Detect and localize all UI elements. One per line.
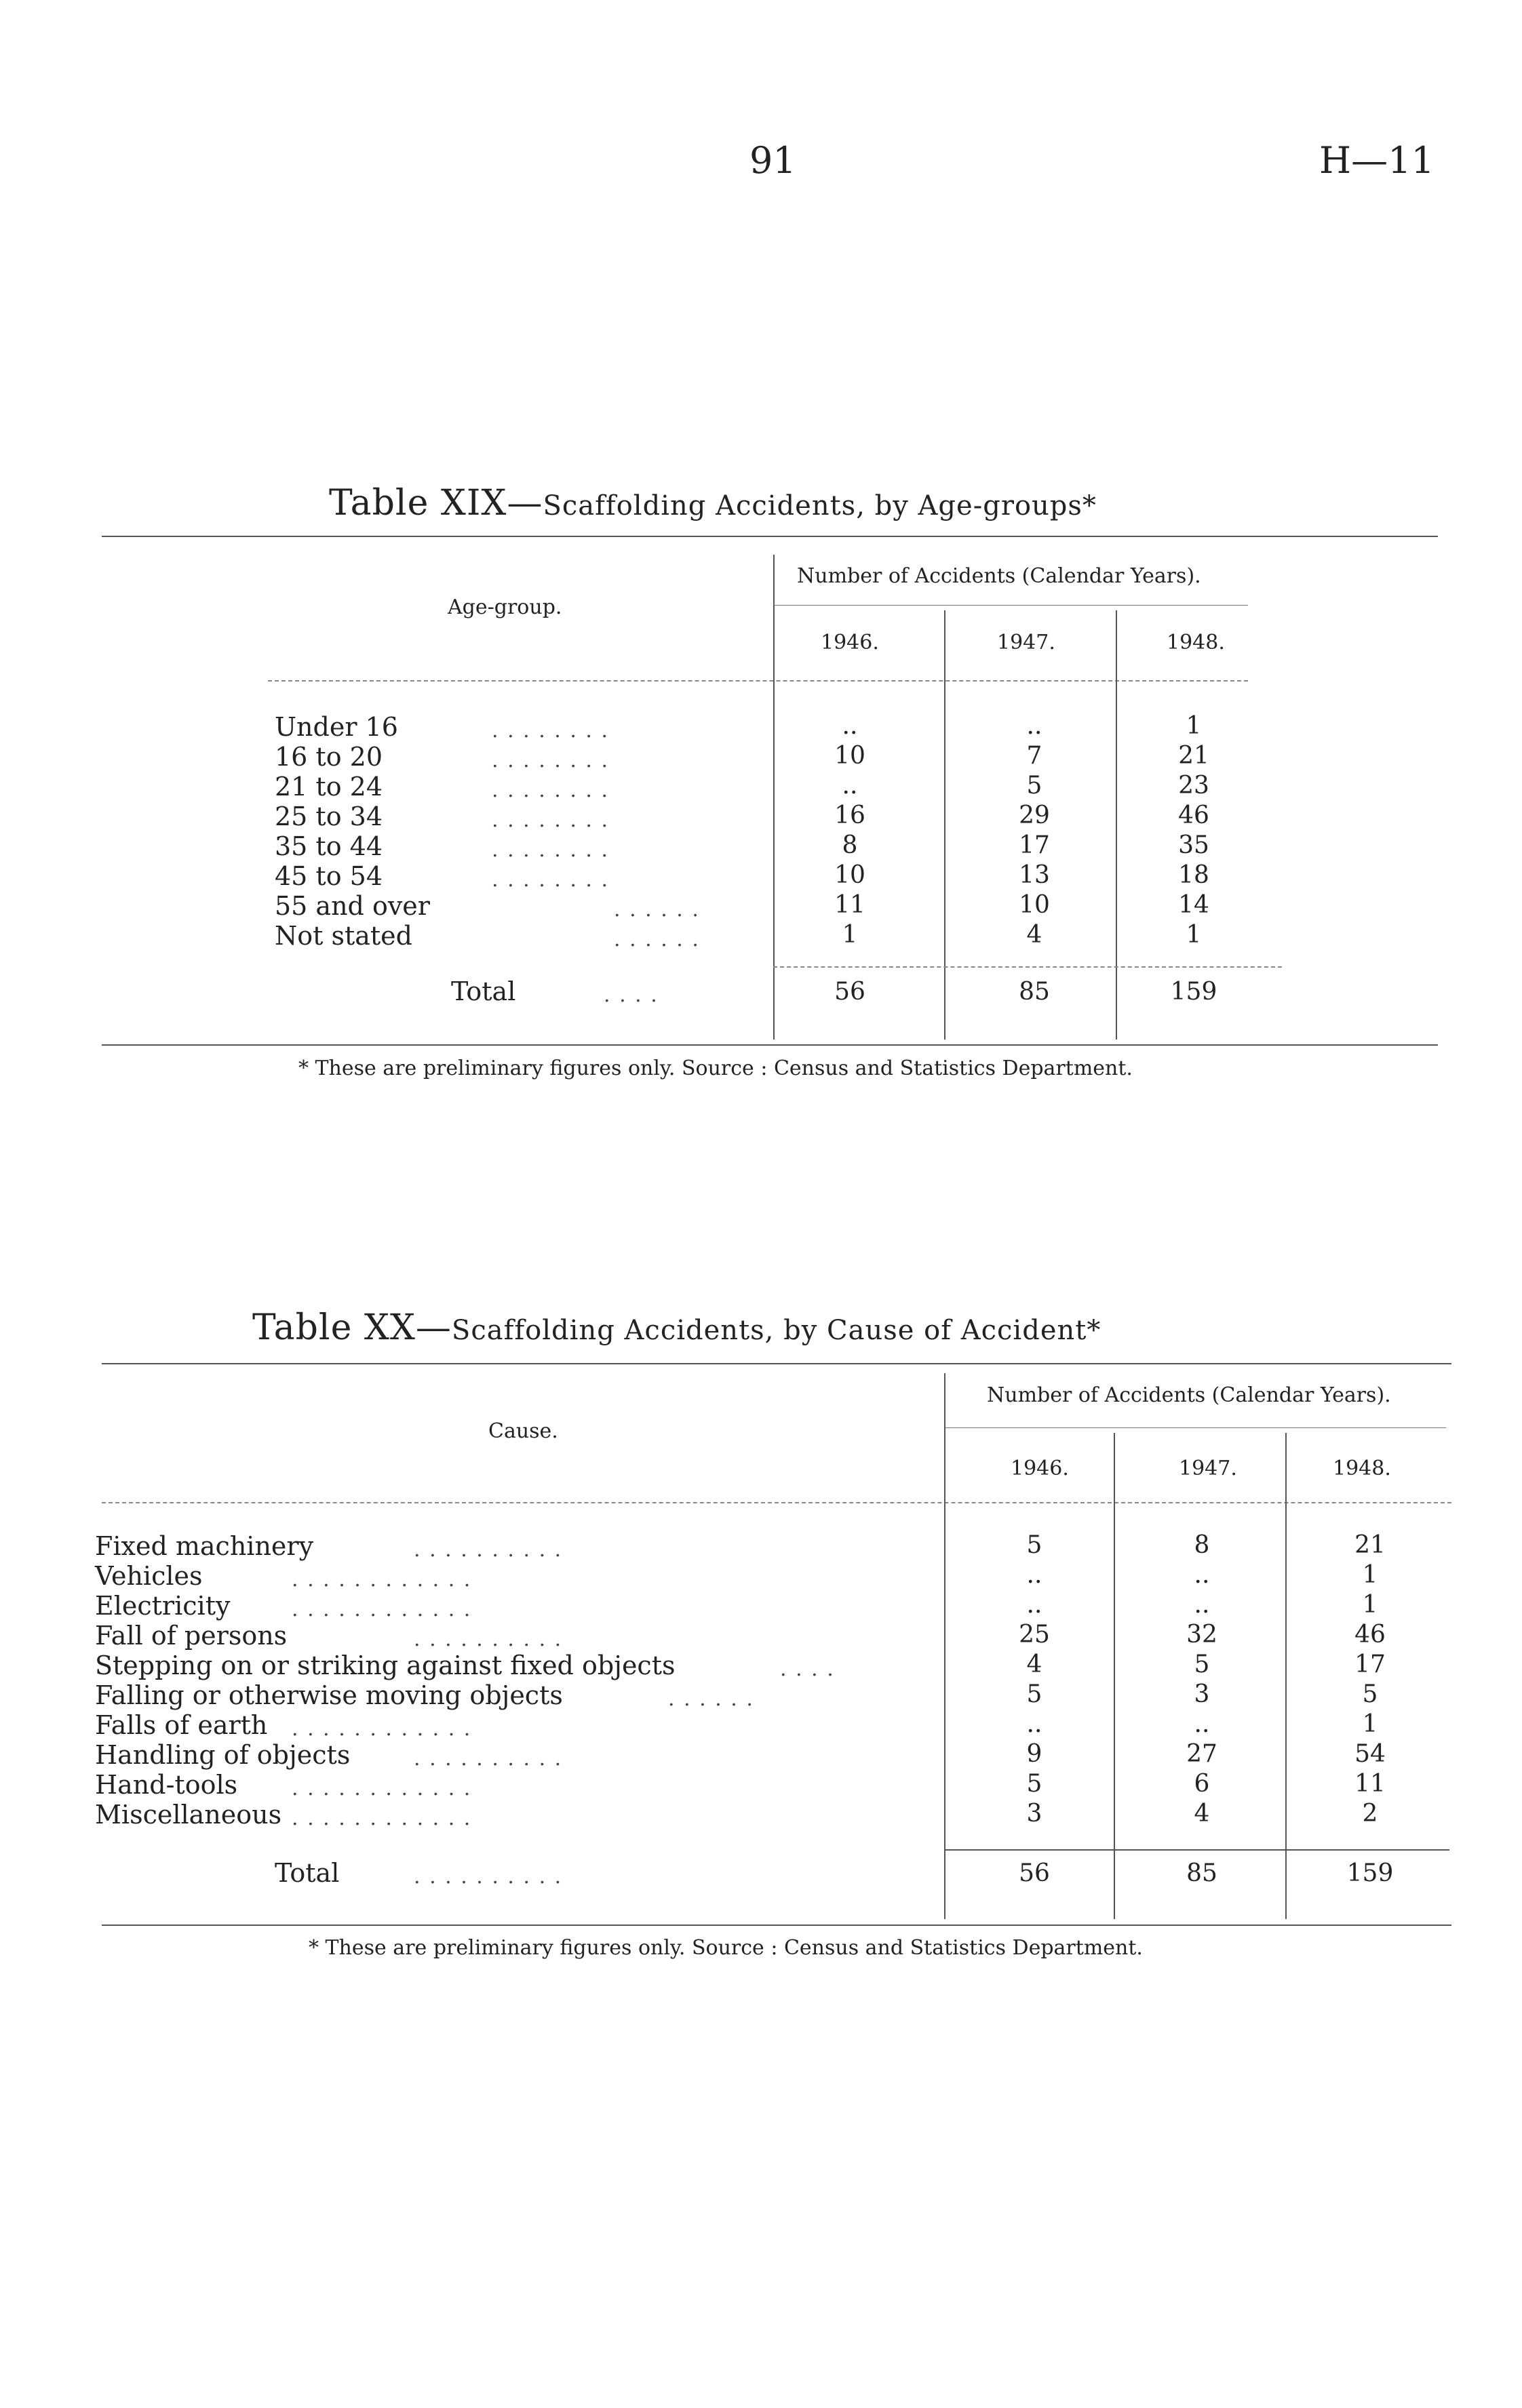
table20-row-label: Vehicles [95, 1561, 203, 1591]
table19-cell-1948: 14 [1178, 891, 1209, 919]
table20-total-1946: 56 [1019, 1859, 1050, 1887]
table20-row-leader: . . . . . . . . . . [414, 1747, 563, 1771]
table20-title-text: Scaffolding Accidents, by Cause of Accident* [451, 1315, 1101, 1346]
table20-cell-1947: 5 [1194, 1651, 1210, 1678]
table19-cell-1946: .. [842, 712, 858, 740]
table20-row-label: Handling of objects [95, 1740, 351, 1770]
table20-year-1947: 1947. [1179, 1457, 1237, 1480]
table19-cell-1947: .. [1026, 712, 1042, 740]
table20-span-header: Number of Accidents (Calendar Years). [987, 1383, 1391, 1407]
table19-row-label: Not stated [275, 921, 412, 951]
table20-divider-2 [1114, 1433, 1115, 1919]
table20-top-rule [102, 1363, 1451, 1364]
table20-title [252, 1307, 1101, 1348]
table20-divider-1 [944, 1373, 945, 1919]
table19-bottom-rule [102, 1044, 1438, 1046]
table19-year-1947: 1947. [997, 631, 1055, 654]
table19-row-label: 35 to 44 [275, 831, 383, 861]
table20-row-label: Hand-tools [95, 1770, 238, 1800]
table20-cell-1946: 25 [1019, 1621, 1050, 1649]
table20-row-label: Fall of persons [95, 1621, 288, 1651]
table20-year-1948: 1948. [1333, 1457, 1391, 1480]
table19-row-label: 55 and over [275, 891, 430, 921]
table20-cell-1946: .. [1026, 1710, 1042, 1738]
table20-bottom-rule [102, 1925, 1451, 1926]
table20-row-label: Fixed machinery [95, 1531, 314, 1561]
table19-total-label: Total [451, 976, 516, 1006]
table20-cell-1948: 11 [1354, 1770, 1386, 1798]
table19-top-rule [102, 536, 1438, 537]
table20-cell-1946: 5 [1026, 1680, 1042, 1708]
table20-cell-1946: 5 [1026, 1531, 1042, 1559]
table20-group-header: Cause. [488, 1419, 558, 1443]
table20-cell-1947: 3 [1194, 1680, 1210, 1708]
table19-row-leader: . . . . . . . . [492, 749, 610, 772]
table20-row-leader: . . . . . . [668, 1687, 754, 1711]
table20-cell-1948: 1 [1362, 1710, 1378, 1738]
table20-cell-1946: .. [1026, 1561, 1042, 1589]
table20-row-leader: . . . . [780, 1657, 835, 1681]
table20-cell-1948: 21 [1354, 1531, 1386, 1559]
table20-total-1948: 159 [1346, 1859, 1394, 1887]
table19-row-label: 45 to 54 [275, 861, 383, 891]
table20-row-label: Electricity [95, 1591, 231, 1621]
table19-row-label: 16 to 20 [275, 742, 383, 772]
table19-cell-1948: 46 [1178, 802, 1209, 829]
table19-cell-1946: .. [842, 772, 858, 800]
table20-cell-1948: 54 [1354, 1740, 1386, 1768]
table19-cell-1946: 1 [842, 921, 858, 949]
table19-row-label: 21 to 24 [275, 772, 383, 802]
table20-cell-1948: 5 [1362, 1680, 1378, 1708]
table20-cell-1947: .. [1194, 1591, 1210, 1619]
table19-cell-1947: 7 [1026, 742, 1042, 770]
table19-year-1948: 1948. [1167, 631, 1225, 654]
table19-row-leader: . . . . . . . . [492, 868, 610, 892]
table20-cell-1947: 27 [1186, 1740, 1217, 1768]
table19-row-leader: . . . . . . . . [492, 838, 610, 862]
table20-cell-1948: 2 [1362, 1800, 1378, 1828]
table19-row-leader: . . . . . . [614, 898, 700, 922]
table20-span-rule [944, 1427, 1446, 1428]
table19-cell-1946: 10 [834, 742, 865, 770]
table20-year-1946: 1946. [1011, 1457, 1069, 1480]
table19-cell-1948: 21 [1178, 742, 1209, 770]
table20-cell-1946: 9 [1026, 1740, 1042, 1768]
table19-cell-1948: 1 [1186, 712, 1202, 740]
table20-total-1947: 85 [1186, 1859, 1217, 1887]
table20-row-leader: . . . . . . . . . . . . [292, 1717, 472, 1741]
table20-row-label: Falling or otherwise moving objects [95, 1680, 563, 1710]
table19-title-lead: Table XIX— [329, 483, 543, 524]
table20-cell-1947: 32 [1186, 1621, 1217, 1649]
table20-row-leader: . . . . . . . . . . . . [292, 1568, 472, 1592]
table19-row-leader: . . . . . . . . [492, 778, 610, 802]
table19-cell-1948: 23 [1178, 772, 1209, 800]
table19-row-leader: . . . . . . . . [492, 719, 610, 743]
table19-group-header: Age-group. [448, 595, 562, 619]
table19-span-header: Number of Accidents (Calendar Years). [797, 564, 1201, 588]
table20-cell-1947: .. [1194, 1561, 1210, 1589]
table19-divider-2 [944, 610, 945, 1040]
table19-cell-1947: 4 [1026, 921, 1042, 949]
table20-cell-1948: 1 [1362, 1561, 1378, 1589]
table19-cell-1948: 1 [1186, 921, 1202, 949]
table20-divider-3 [1285, 1433, 1287, 1919]
table19-row-leader: . . . . . . . . [492, 808, 610, 832]
table20-row-label: Stepping on or striking against fixed objects [95, 1651, 676, 1680]
table19-total-rule [773, 966, 1282, 968]
table19-header-rule [268, 680, 1248, 682]
table19-cell-1947: 17 [1019, 831, 1050, 859]
table19-cell-1948: 18 [1178, 861, 1209, 889]
table20-title-lead: Table XX— [252, 1307, 452, 1348]
table20-row-label: Miscellaneous [95, 1800, 282, 1830]
table20-cell-1946: 4 [1026, 1651, 1042, 1678]
table19-row-leader: . . . . . . [614, 928, 700, 951]
table20-row-leader: . . . . . . . . . . [414, 1627, 563, 1651]
table19-cell-1946: 10 [834, 861, 865, 889]
table19-row-label: 25 to 34 [275, 802, 383, 831]
table19-cell-1946: 11 [834, 891, 865, 919]
table20-total-rule [944, 1849, 1449, 1851]
table20-cell-1948: 46 [1354, 1621, 1386, 1649]
table20-cell-1948: 17 [1354, 1651, 1386, 1678]
table19-cell-1947: 5 [1026, 772, 1042, 800]
table19-span-rule [773, 605, 1248, 606]
table20-cell-1948: 1 [1362, 1591, 1378, 1619]
table19-divider-3 [1116, 610, 1117, 1040]
table19-cell-1948: 35 [1178, 831, 1209, 859]
table20-footnote: * These are preliminary figures only. Source : Census and Statistics Department. [309, 1936, 1143, 1960]
table20-row-leader: . . . . . . . . . . . . [292, 1598, 472, 1621]
table20-cell-1946: 3 [1026, 1800, 1042, 1828]
table19-cell-1946: 8 [842, 831, 858, 859]
table20-row-label: Falls of earth [95, 1710, 268, 1740]
table19-year-1946: 1946. [821, 631, 879, 654]
table19-total-1947: 85 [1019, 978, 1050, 1006]
table20-cell-1946: .. [1026, 1591, 1042, 1619]
table19-title-text: Scaffolding Accidents, by Age-groups* [543, 490, 1097, 521]
table20-row-leader: . . . . . . . . . . [414, 1538, 563, 1562]
table20-cell-1947: 6 [1194, 1770, 1210, 1798]
table19-title [329, 483, 1097, 524]
table19-total-1948: 159 [1170, 978, 1217, 1006]
table20-row-leader: . . . . . . . . . . . . [292, 1807, 472, 1830]
table19-cell-1947: 10 [1019, 891, 1050, 919]
table20-total-leader: . . . . . . . . . . [414, 1865, 563, 1889]
document-reference: H—11 [1319, 139, 1435, 182]
table19-cell-1946: 16 [834, 802, 865, 829]
table20-cell-1947: 8 [1194, 1531, 1210, 1559]
table19-total-leader: . . . . [604, 983, 659, 1007]
table19-cell-1947: 13 [1019, 861, 1050, 889]
table20-total-label: Total [275, 1858, 340, 1888]
table20-cell-1946: 5 [1026, 1770, 1042, 1798]
table19-total-1946: 56 [834, 978, 865, 1006]
table19-footnote: * These are preliminary figures only. Source : Census and Statistics Department. [298, 1057, 1133, 1080]
table20-cell-1947: 4 [1194, 1800, 1210, 1828]
table20-cell-1947: .. [1194, 1710, 1210, 1738]
table19-cell-1947: 29 [1019, 802, 1050, 829]
table20-header-rule [102, 1502, 1451, 1503]
page-number: 91 [749, 139, 796, 182]
table20-row-leader: . . . . . . . . . . . . [292, 1777, 472, 1800]
table19-row-label: Under 16 [275, 712, 398, 742]
